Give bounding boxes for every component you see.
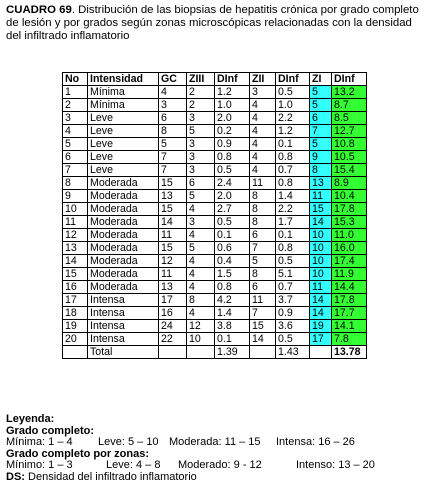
total-empty xyxy=(63,346,88,359)
cell-dinf-zii: 2.2 xyxy=(276,112,310,125)
cell-ziii: 4 xyxy=(187,307,215,320)
cell-zi: 14 xyxy=(310,216,332,229)
cell-gc: 6 xyxy=(159,112,187,125)
cell-dinf-zii: 0.7 xyxy=(276,281,310,294)
cell-no: 3 xyxy=(63,112,88,125)
cell-ziii: 3 xyxy=(187,112,215,125)
cell-gc: 7 xyxy=(159,151,187,164)
legend-ds-text: Densidad del infiltrado inflamatorio xyxy=(24,470,197,483)
cell-zi: 10 xyxy=(310,229,332,242)
table-body xyxy=(63,86,367,346)
cell-zi: 6 xyxy=(310,112,332,125)
header-gc: GC xyxy=(159,73,187,86)
cell-intensidad: Intensa xyxy=(88,333,159,346)
cell-zi: 7 xyxy=(310,125,332,138)
cell-no: 2 xyxy=(63,99,88,112)
cell-dinf-ziii: 0.4 xyxy=(215,255,250,268)
cell-intensidad: Leve xyxy=(88,151,159,164)
header-dinf-zii: DInf xyxy=(276,73,310,86)
cell-dinf-ziii: 0.5 xyxy=(215,164,250,177)
table-row xyxy=(63,112,367,125)
header-dinf-zi: DInf xyxy=(332,73,367,86)
cell-ziii: 3 xyxy=(187,216,215,229)
cell-zii: 14 xyxy=(250,333,276,346)
cell-dinf-zii: 0.1 xyxy=(276,229,310,242)
cell-ziii: 4 xyxy=(187,281,215,294)
total-empty-ziii xyxy=(187,346,215,359)
cell-intensidad: Intensa xyxy=(88,320,159,333)
cell-gc: 4 xyxy=(159,86,187,99)
cell-dinf-zii: 1.7 xyxy=(276,216,310,229)
cell-no: 5 xyxy=(63,138,88,151)
cell-gc: 11 xyxy=(159,268,187,281)
cell-dinf-ziii: 0.6 xyxy=(215,242,250,255)
header-zi: ZI xyxy=(310,73,332,86)
cell-no: 1 xyxy=(63,86,88,99)
legend-gz-leve: Leve: 4 – 8 xyxy=(106,459,161,472)
cell-ziii: 6 xyxy=(187,177,215,190)
cell-no: 10 xyxy=(63,203,88,216)
cell-dinf-ziii: 0.2 xyxy=(215,125,250,138)
table-row xyxy=(63,242,367,255)
cell-zi: 10 xyxy=(310,268,332,281)
cell-ziii: 4 xyxy=(187,229,215,242)
table-row xyxy=(63,138,367,151)
cell-no: 18 xyxy=(63,307,88,320)
cell-no: 16 xyxy=(63,281,88,294)
cell-zii: 8 xyxy=(250,203,276,216)
header-ziii: ZIII xyxy=(187,73,215,86)
cell-zi: 14 xyxy=(310,294,332,307)
legend-gz-minimo: Mínimo: 1 – 3 xyxy=(6,459,73,472)
cell-ziii: 12 xyxy=(187,320,215,333)
cell-dinf-zii: 5.1 xyxy=(276,268,310,281)
cell-intensidad: Moderada xyxy=(88,255,159,268)
cell-zi: 10 xyxy=(310,255,332,268)
cell-zii: 4 xyxy=(250,151,276,164)
cell-dinf-zii: 3.7 xyxy=(276,294,310,307)
cell-dinf-zii: 3.6 xyxy=(276,320,310,333)
cell-dinf-zii: 0.5 xyxy=(276,255,310,268)
cell-dinf-ziii: 0.8 xyxy=(215,281,250,294)
cell-dinf-zi: 10.4 xyxy=(332,190,367,203)
cell-zii: 8 xyxy=(250,190,276,203)
table-row xyxy=(63,151,367,164)
cell-no: 12 xyxy=(63,229,88,242)
cell-gc: 13 xyxy=(159,190,187,203)
cell-no: 13 xyxy=(63,242,88,255)
table-row xyxy=(63,203,367,216)
legend-gc-leve: Leve: 5 – 10 xyxy=(98,436,159,449)
cell-no: 7 xyxy=(63,164,88,177)
cell-gc: 24 xyxy=(159,320,187,333)
cell-intensidad: Moderada xyxy=(88,229,159,242)
cell-zi: 8 xyxy=(310,164,332,177)
cell-gc: 15 xyxy=(159,242,187,255)
total-empty-gc xyxy=(159,346,187,359)
header-zii: ZII xyxy=(250,73,276,86)
legend xyxy=(6,414,424,484)
cell-dinf-ziii: 2.0 xyxy=(215,190,250,203)
cell-dinf-ziii: 1.2 xyxy=(215,86,250,99)
cell-intensidad: Moderada xyxy=(88,190,159,203)
cell-zi: 10 xyxy=(310,242,332,255)
cell-dinf-zi: 8.9 xyxy=(332,177,367,190)
cell-dinf-zi: 11.0 xyxy=(332,229,367,242)
cell-dinf-zii: 0.7 xyxy=(276,164,310,177)
cell-ziii: 2 xyxy=(187,99,215,112)
table-caption xyxy=(6,4,424,43)
cell-dinf-zi: 14.4 xyxy=(332,281,367,294)
cell-gc: 14 xyxy=(159,216,187,229)
legend-title: Leyenda: xyxy=(6,413,55,425)
cell-intensidad: Intensa xyxy=(88,307,159,320)
cell-dinf-ziii: 2.4 xyxy=(215,177,250,190)
cell-gc: 13 xyxy=(159,281,187,294)
cell-zii: 4 xyxy=(250,164,276,177)
cell-intensidad: Leve xyxy=(88,164,159,177)
header-intensidad: Intensidad xyxy=(88,73,159,86)
table-row xyxy=(63,190,367,203)
cell-dinf-zii: 0.8 xyxy=(276,151,310,164)
cell-gc: 7 xyxy=(159,164,187,177)
table-row xyxy=(63,268,367,281)
cell-dinf-zii: 0.1 xyxy=(276,138,310,151)
cell-zi: 13 xyxy=(310,177,332,190)
cell-no: 20 xyxy=(63,333,88,346)
legend-gz-title: Grado completo por zonas: xyxy=(6,447,150,460)
cell-dinf-zii: 1.0 xyxy=(276,99,310,112)
legend-ds-row xyxy=(6,472,424,484)
cell-zi: 11 xyxy=(310,190,332,203)
cell-dinf-zii: 0.5 xyxy=(276,86,310,99)
cell-intensidad: Leve xyxy=(88,125,159,138)
cell-zii: 11 xyxy=(250,294,276,307)
cell-dinf-zi: 7.8 xyxy=(332,333,367,346)
cell-dinf-zi: 8.7 xyxy=(332,99,367,112)
cell-gc: 17 xyxy=(159,294,187,307)
cell-zi: 5 xyxy=(310,99,332,112)
cell-no: 11 xyxy=(63,216,88,229)
cell-dinf-zi: 13.2 xyxy=(332,86,367,99)
cell-ziii: 5 xyxy=(187,242,215,255)
cell-dinf-ziii: 1.0 xyxy=(215,99,250,112)
legend-ds-label: DS: xyxy=(6,470,25,483)
cell-ziii: 3 xyxy=(187,164,215,177)
cell-gc: 15 xyxy=(159,177,187,190)
cell-zii: 7 xyxy=(250,307,276,320)
table-header-row xyxy=(63,73,367,86)
cell-ziii: 4 xyxy=(187,268,215,281)
cell-zii: 11 xyxy=(250,177,276,190)
cell-intensidad: Leve xyxy=(88,112,159,125)
table-row xyxy=(63,125,367,138)
total-dinf-zi: 13.78 xyxy=(332,346,367,359)
cell-zii: 4 xyxy=(250,112,276,125)
table-total-row xyxy=(63,346,367,359)
cell-gc: 12 xyxy=(159,255,187,268)
cell-dinf-ziii: 2.7 xyxy=(215,203,250,216)
cell-intensidad: Moderada xyxy=(88,242,159,255)
cell-gc: 16 xyxy=(159,307,187,320)
table-row xyxy=(63,229,367,242)
legend-gc-moderada: Moderada: 11 – 15 xyxy=(169,436,261,449)
cell-no: 17 xyxy=(63,294,88,307)
table-row xyxy=(63,255,367,268)
cell-dinf-zii: 0.5 xyxy=(276,333,310,346)
cell-ziii: 5 xyxy=(187,125,215,138)
table-row xyxy=(63,86,367,99)
cell-dinf-ziii: 4.2 xyxy=(215,294,250,307)
cell-ziii: 8 xyxy=(187,294,215,307)
cell-intensidad: Mínima xyxy=(88,86,159,99)
caption-label: CUADRO 69 xyxy=(6,4,72,16)
cell-dinf-zi: 8.5 xyxy=(332,112,367,125)
table-row xyxy=(63,216,367,229)
cell-ziii: 2 xyxy=(187,86,215,99)
cell-gc: 8 xyxy=(159,125,187,138)
cell-dinf-zii: 1.4 xyxy=(276,190,310,203)
cell-gc: 11 xyxy=(159,229,187,242)
total-empty-zii xyxy=(250,346,276,359)
cell-zii: 3 xyxy=(250,86,276,99)
cell-dinf-zii: 0.8 xyxy=(276,177,310,190)
cell-zii: 15 xyxy=(250,320,276,333)
cell-dinf-ziii: 2.0 xyxy=(215,112,250,125)
cell-ziii: 4 xyxy=(187,203,215,216)
table-row xyxy=(63,320,367,333)
cell-intensidad: Intensa xyxy=(88,294,159,307)
cell-no: 9 xyxy=(63,190,88,203)
cell-zii: 7 xyxy=(250,242,276,255)
table-row xyxy=(63,294,367,307)
caption-text: . Distribución de las biopsias de hepatitis crónica por grado completo de lesión y por grados según zonas microscópicas relacionadas con la densidad del infiltrado inflamatorio xyxy=(6,4,419,42)
total-empty-zi xyxy=(310,346,332,359)
cell-gc: 5 xyxy=(159,138,187,151)
cell-dinf-zii: 0.9 xyxy=(276,307,310,320)
cell-dinf-zi: 17.8 xyxy=(332,203,367,216)
total-dinf-ziii: 1.39 xyxy=(215,346,250,359)
cell-ziii: 5 xyxy=(187,190,215,203)
cell-zii: 8 xyxy=(250,216,276,229)
table-row xyxy=(63,281,367,294)
cell-dinf-zi: 11.9 xyxy=(332,268,367,281)
cell-zi: 14 xyxy=(310,307,332,320)
cell-no: 19 xyxy=(63,320,88,333)
cell-gc: 15 xyxy=(159,203,187,216)
cell-dinf-zi: 10.8 xyxy=(332,138,367,151)
cell-gc: 22 xyxy=(159,333,187,346)
cell-dinf-zi: 17.7 xyxy=(332,307,367,320)
cell-zi: 19 xyxy=(310,320,332,333)
cell-dinf-zi: 15.4 xyxy=(332,164,367,177)
cell-intensidad: Moderada xyxy=(88,281,159,294)
cell-gc: 3 xyxy=(159,99,187,112)
cell-dinf-zi: 12.7 xyxy=(332,125,367,138)
total-label: Total xyxy=(88,346,159,359)
cell-zi: 11 xyxy=(310,281,332,294)
legend-gz-intenso: Intenso: 13 – 20 xyxy=(296,459,375,472)
cell-no: 15 xyxy=(63,268,88,281)
cell-no: 6 xyxy=(63,151,88,164)
cell-no: 8 xyxy=(63,177,88,190)
table-row xyxy=(63,177,367,190)
table-row xyxy=(63,333,367,346)
cell-intensidad: Moderada xyxy=(88,268,159,281)
cell-zi: 17 xyxy=(310,333,332,346)
cell-intensidad: Moderada xyxy=(88,203,159,216)
cell-dinf-zi: 17.4 xyxy=(332,255,367,268)
cell-dinf-ziii: 3.8 xyxy=(215,320,250,333)
cell-zi: 15 xyxy=(310,203,332,216)
cell-zii: 8 xyxy=(250,268,276,281)
cell-dinf-zii: 1.2 xyxy=(276,125,310,138)
cell-zi: 5 xyxy=(310,138,332,151)
legend-gz-moderado: Moderado: 9 - 12 xyxy=(178,459,262,472)
cell-dinf-zii: 2.2 xyxy=(276,203,310,216)
table-row xyxy=(63,307,367,320)
cell-zii: 4 xyxy=(250,125,276,138)
cell-dinf-zii: 0.8 xyxy=(276,242,310,255)
cell-dinf-zi: 16.0 xyxy=(332,242,367,255)
cell-intensidad: Moderada xyxy=(88,216,159,229)
cell-ziii: 3 xyxy=(187,138,215,151)
header-dinf-ziii: DInf xyxy=(215,73,250,86)
data-table xyxy=(62,72,367,359)
cell-zii: 6 xyxy=(250,229,276,242)
cell-intensidad: Leve xyxy=(88,138,159,151)
cell-dinf-ziii: 1.4 xyxy=(215,307,250,320)
cell-dinf-zi: 10.5 xyxy=(332,151,367,164)
cell-zii: 5 xyxy=(250,255,276,268)
cell-zii: 4 xyxy=(250,99,276,112)
cell-ziii: 10 xyxy=(187,333,215,346)
cell-no: 4 xyxy=(63,125,88,138)
legend-gc-intensa: Intensa: 16 – 26 xyxy=(276,436,355,449)
cell-ziii: 4 xyxy=(187,255,215,268)
cell-dinf-ziii: 1.5 xyxy=(215,268,250,281)
total-dinf-zii: 1.43 xyxy=(276,346,310,359)
cell-zi: 5 xyxy=(310,86,332,99)
cell-dinf-ziii: 0.1 xyxy=(215,229,250,242)
cell-intensidad: Moderada xyxy=(88,177,159,190)
header-no: No xyxy=(63,73,88,86)
table-row xyxy=(63,164,367,177)
legend-gc-minima: Mínima: 1 – 4 xyxy=(6,436,73,449)
cell-dinf-ziii: 0.9 xyxy=(215,138,250,151)
cell-dinf-ziii: 0.5 xyxy=(215,216,250,229)
table-row xyxy=(63,99,367,112)
cell-ziii: 3 xyxy=(187,151,215,164)
cell-dinf-zi: 15.3 xyxy=(332,216,367,229)
cell-dinf-zi: 17.8 xyxy=(332,294,367,307)
cell-zi: 9 xyxy=(310,151,332,164)
cell-dinf-ziii: 0.8 xyxy=(215,151,250,164)
cell-dinf-ziii: 0.1 xyxy=(215,333,250,346)
cell-no: 14 xyxy=(63,255,88,268)
cell-zii: 4 xyxy=(250,138,276,151)
cell-intensidad: Mínima xyxy=(88,99,159,112)
legend-gc-title: Grado completo: xyxy=(6,424,95,437)
cell-dinf-zi: 14.1 xyxy=(332,320,367,333)
cell-zii: 6 xyxy=(250,281,276,294)
